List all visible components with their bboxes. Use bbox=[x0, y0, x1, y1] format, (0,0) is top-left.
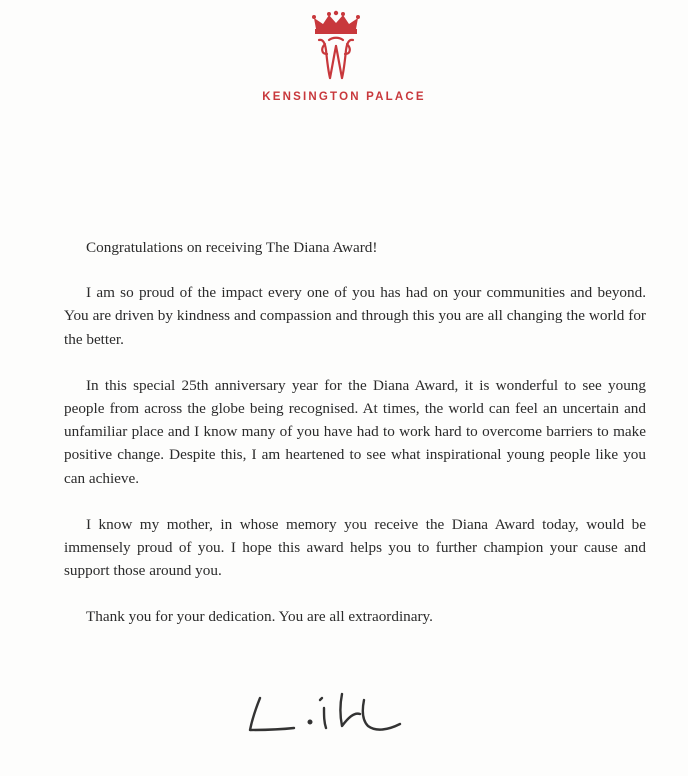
letter-paragraph-3: I know my mother, in whose memory you receive the Diana Award today, would be immensely proud of you. I hope this award helps you to further champion your cause and support those around you. bbox=[64, 515, 646, 580]
letter-paragraph-1: I am so proud of the impact every one of you has had on your communities and beyond. You are driven by kindness and compassion and through this you are all changing the world for the better. bbox=[64, 284, 646, 348]
signature-icon bbox=[238, 686, 448, 742]
crown-monogram-icon bbox=[305, 10, 367, 86]
letterhead-title: KENSINGTON PALACE bbox=[262, 91, 426, 103]
letter-body bbox=[64, 236, 646, 629]
letter-paragraph-2: In this special 25th anniversary year for the Diana Award, it is wonderful to see young people from across the globe being recognised. At times, the world can feel an uncertain and unfamiliar place and I know many of you have had to work hard to overcome barriers to make positive change. Despite this, I am heartened to see what inspirational young people like you can achieve. bbox=[64, 376, 646, 487]
letter-greeting: Congratulations on receiving The Diana Award! bbox=[86, 239, 378, 256]
letter-closing: Thank you for your dedication. You are all extraordinary. bbox=[86, 608, 433, 626]
